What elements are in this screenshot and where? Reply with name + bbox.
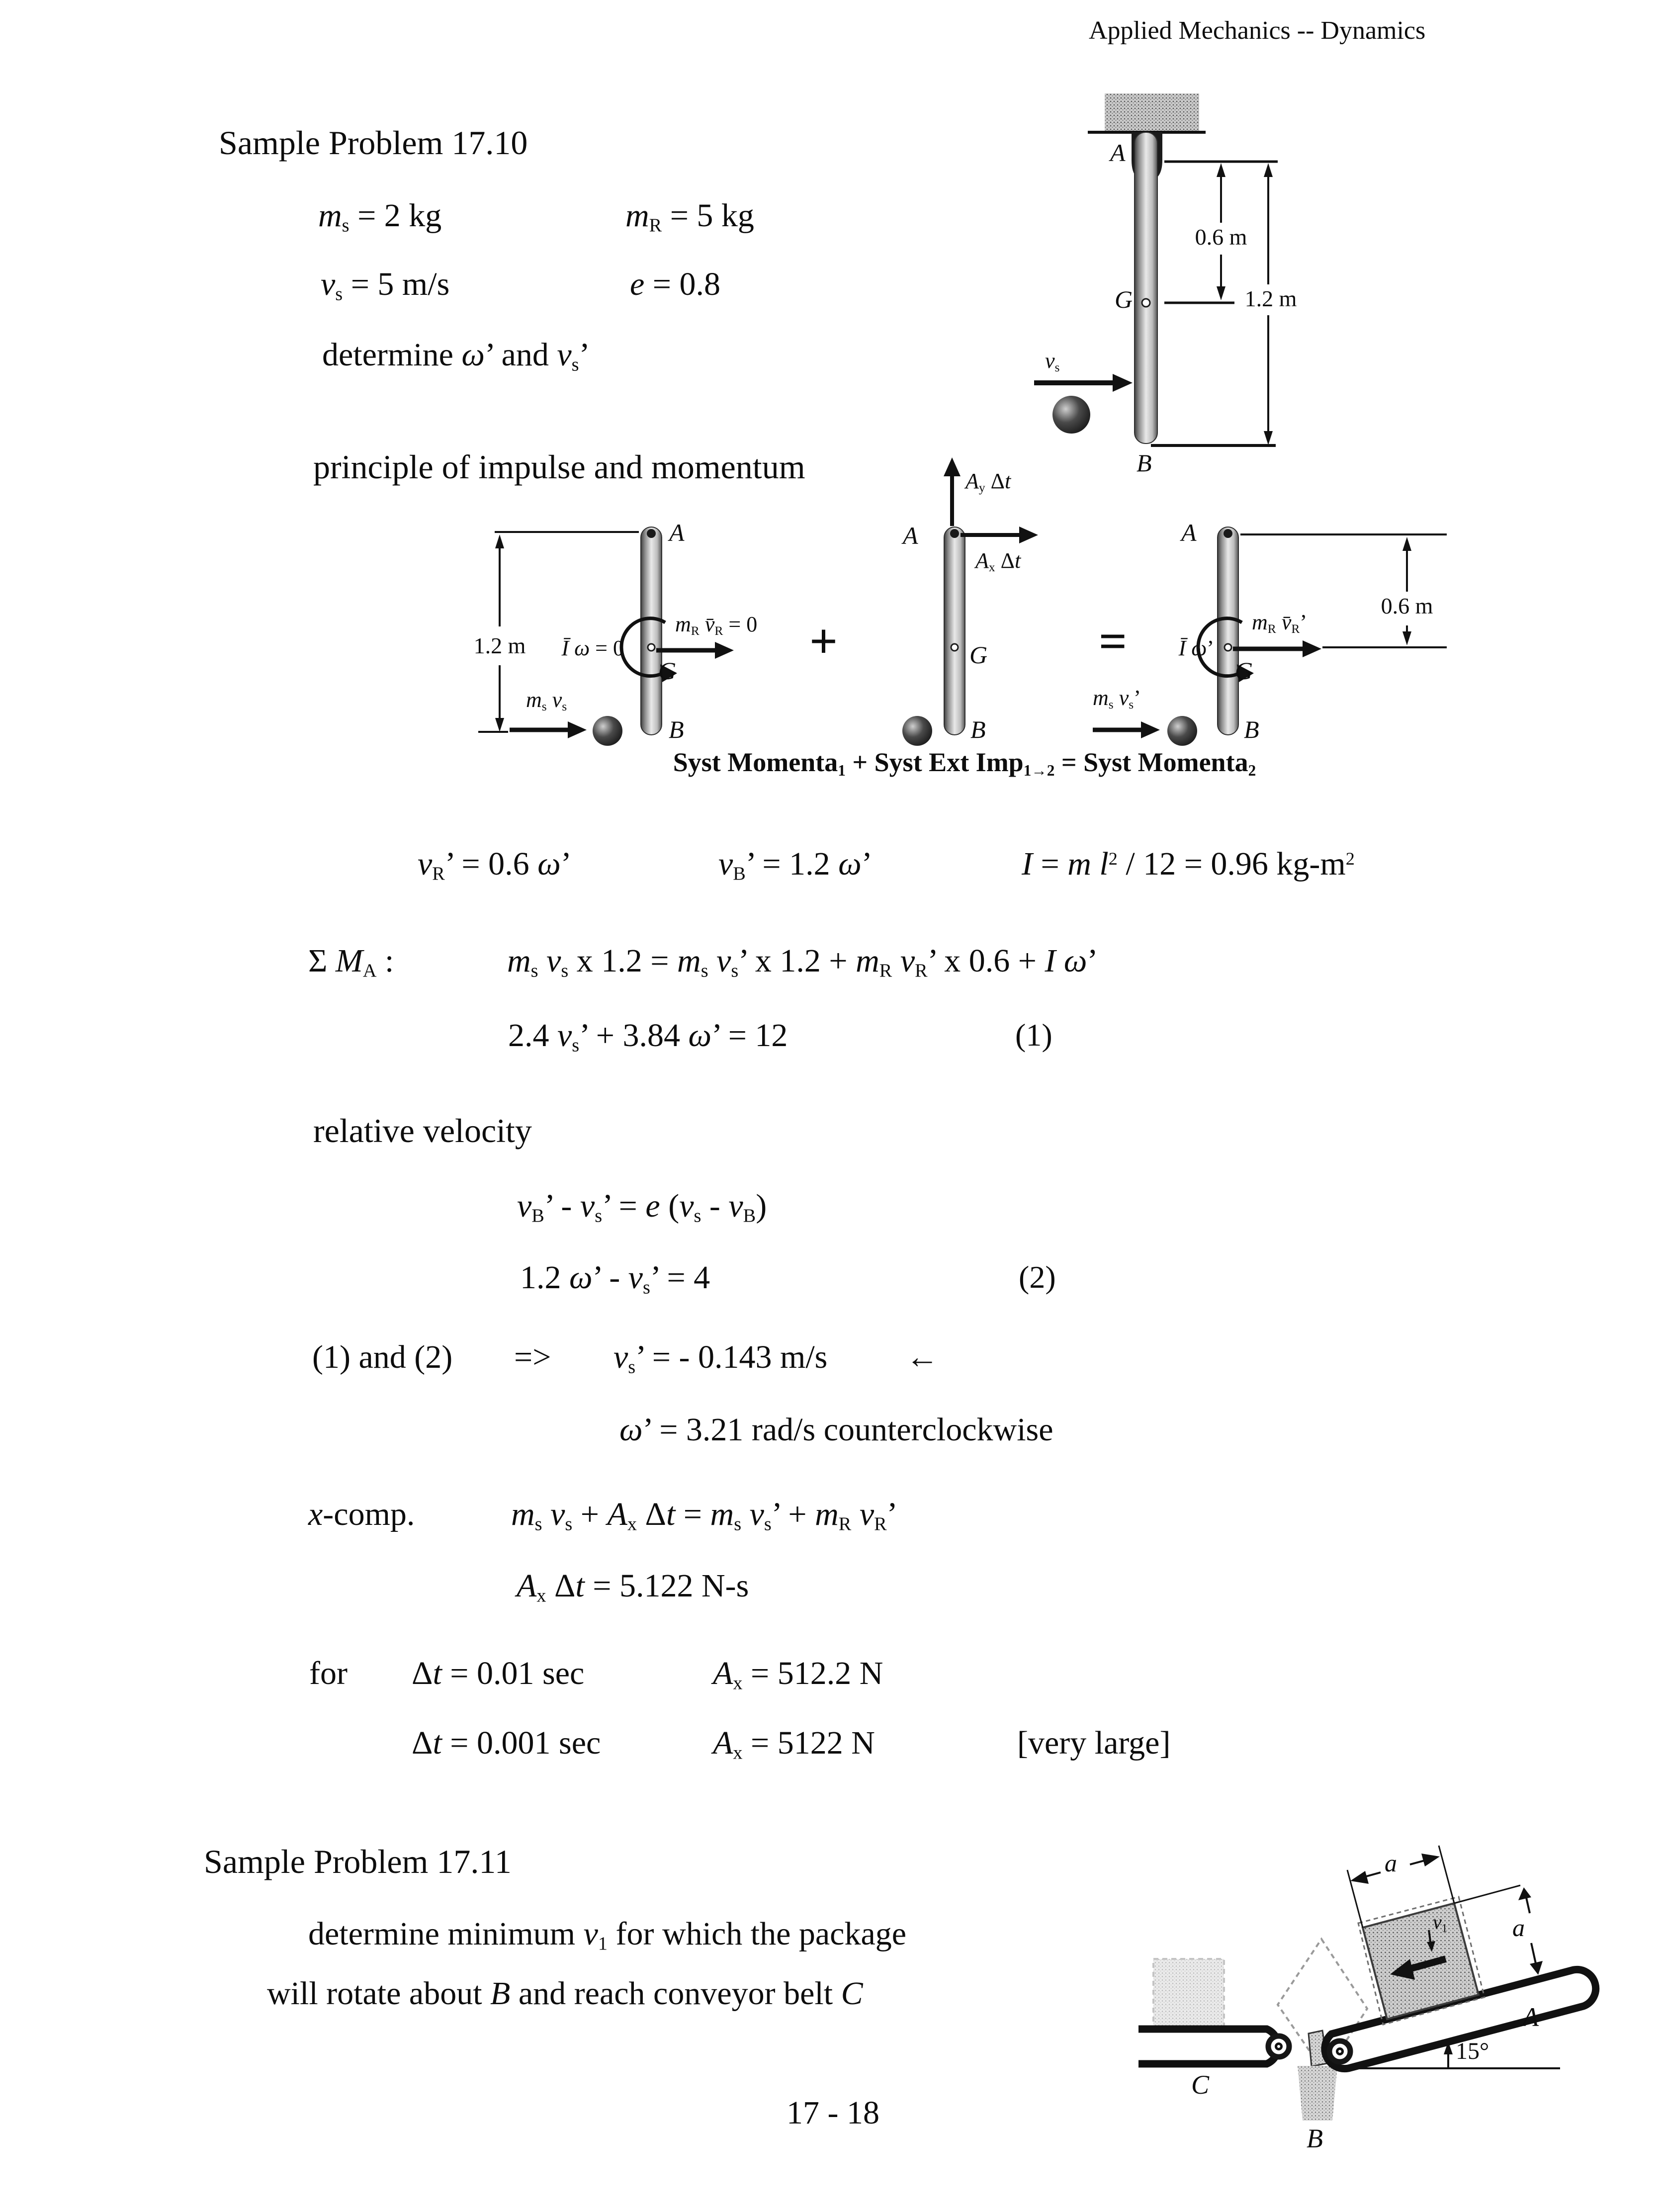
relative-velocity-heading: relative velocity xyxy=(313,1112,532,1150)
d1-label-G: G xyxy=(658,657,677,685)
d2-rod xyxy=(944,527,965,735)
d1-rod xyxy=(641,527,662,735)
dim-a-side-arrow-bottom xyxy=(1530,1961,1543,1975)
belt-C-roller-hub-hole xyxy=(1277,2045,1280,2048)
given-vs: vs = 5 m/s xyxy=(321,266,450,305)
d1-dim-label: 1.2 m xyxy=(473,633,526,658)
d1-label-A: A xyxy=(669,519,685,546)
d1-sphere xyxy=(593,716,622,746)
dim-06-arrow-up xyxy=(1217,163,1225,177)
angle-label: 15° xyxy=(1456,2038,1489,2064)
vs-arrow-head xyxy=(1113,374,1133,392)
dim-label-12m: 1.2 m xyxy=(1244,286,1297,311)
d3-G-dot xyxy=(1225,644,1231,651)
support-block-B xyxy=(1298,2066,1337,2121)
dim-a-top-arrow-left xyxy=(1350,1871,1369,1884)
given-mR: mR = 5 kg xyxy=(625,197,754,236)
momentum-diagrams-svg xyxy=(447,438,1482,796)
d2-label-G: G xyxy=(969,641,988,669)
d1-label-mRvR: mR v̄R = 0 xyxy=(675,612,758,638)
d2-pivot-dot xyxy=(950,529,959,538)
problem-17-10-title: Sample Problem 17.10 xyxy=(219,124,528,162)
d3-label-Iw: Ī ω’ xyxy=(1178,636,1214,660)
d3-label-mRvR: mR v̄R’ xyxy=(1252,610,1308,636)
sphere xyxy=(1052,396,1090,434)
eq-rel-line2: 1.2 ω’ - vs’ = 4 xyxy=(520,1259,710,1298)
figure-conveyor xyxy=(1134,1840,1662,2168)
given-ms: ms = 2 kg xyxy=(318,197,442,236)
case1-Ax: Ax = 512.2 N xyxy=(713,1655,883,1694)
eq-vB: vB’ = 1.2 ω’ xyxy=(718,846,873,885)
d1-pivot-dot xyxy=(647,529,656,538)
d3-label-A: A xyxy=(1181,519,1197,546)
case2-Ax: Ax = 5122 N xyxy=(713,1725,875,1764)
label-C-belt: C xyxy=(1191,2070,1210,2100)
d3-label-B: B xyxy=(1244,715,1259,743)
d1-label-Iw: Ī ω = 0 xyxy=(561,636,624,660)
case2-dt: Δt = 0.001 sec xyxy=(412,1725,601,1761)
combine-label: (1) and (2) xyxy=(312,1339,453,1375)
case1-dt: Δt = 0.01 sec xyxy=(412,1655,585,1691)
label-A: A xyxy=(1110,139,1126,167)
d1-dim-arrow-up xyxy=(495,534,504,548)
p17-11-statement-1: determine minimum v1 for which the package xyxy=(308,1916,907,1954)
equals-operator: = xyxy=(1099,614,1127,669)
dashed-package-on-C xyxy=(1153,1959,1224,2032)
d2-AxDt-arrow-head xyxy=(1019,527,1038,543)
implies-symbol: => xyxy=(514,1339,551,1375)
eq-inertia: I = m $l^2 / 12 = 0.96$ $kg-m^2$ xyxy=(1022,846,1355,882)
d3-dim-arrow-up xyxy=(1402,537,1411,551)
page-header: Applied Mechanics -- Dynamics xyxy=(1089,16,1426,45)
label-v1: v1 xyxy=(1433,1911,1448,1935)
objective-line: determine ω’ and vs’ xyxy=(322,337,590,375)
d3-mRvR-arrow-head xyxy=(1303,640,1321,657)
result-vs: vs’ = - 0.143 m/s xyxy=(613,1339,828,1378)
d3-pivot-dot xyxy=(1224,529,1232,538)
eq-number-1: (1) xyxy=(1015,1017,1052,1053)
dim-a-side-ext xyxy=(1454,1885,1520,1903)
dim-a-top-label: a xyxy=(1385,1849,1397,1877)
very-large-note: [very large] xyxy=(1017,1725,1171,1761)
result-vs-arrow: ← xyxy=(906,1339,939,1375)
eq-ma-line2: 2.4 vs’ + 3.84 ω’ = 12 xyxy=(508,1017,788,1056)
eq-ma-label: Σ MA : xyxy=(308,943,394,981)
method-heading: principle of impulse and momentum xyxy=(313,448,805,486)
d2-AyDt-arrow-head xyxy=(944,457,961,476)
page-number: 17 - 18 xyxy=(787,2095,879,2131)
xcomp-label: x-comp. xyxy=(308,1496,415,1532)
eq-rel-line1: vB’ - vs’ = e (vs - vB) xyxy=(517,1188,767,1227)
belt-C xyxy=(1138,2029,1278,2064)
eq-ma-line1: ms vs x 1.2 = ms vs’ x 1.2 + mR vR’ x 0.6 + I ω’ xyxy=(507,943,1098,981)
dim-a-side-arrow-top xyxy=(1518,1887,1531,1900)
momenta-equation-caption: Syst Momenta1 + Syst Ext Imp1→2 = Syst Momenta2 xyxy=(673,747,1256,779)
d1-dim-arrow-down xyxy=(495,718,504,732)
figure-impulse-momentum xyxy=(447,438,1482,796)
d3-dim-arrow-down xyxy=(1402,631,1411,645)
figure-rod-and-sphere xyxy=(1019,80,1477,497)
d1-label-msvs: ms vs xyxy=(526,688,567,714)
dim-a-top-ext-right xyxy=(1439,1846,1454,1903)
dim-12-arrow-up xyxy=(1264,163,1273,177)
dim-a-side-label: a xyxy=(1512,1914,1525,1942)
center-G-dot xyxy=(1142,299,1150,307)
d3-sphere xyxy=(1167,716,1197,746)
given-e: e = 0.8 xyxy=(630,266,721,302)
d3-msvs-arrow-head xyxy=(1141,721,1160,738)
d1-msvs-arrow-head xyxy=(568,721,587,738)
d2-G-dot xyxy=(951,644,958,651)
d2-label-AyDt: Ay Δt xyxy=(965,469,1011,495)
d2-label-AxDt: Ax Δt xyxy=(975,548,1021,575)
d2-label-A: A xyxy=(903,522,918,549)
problem-17-11-title: Sample Problem 17.11 xyxy=(204,1843,512,1880)
belt-A-roller-hub-hole xyxy=(1338,2050,1341,2053)
dim-06-arrow-down xyxy=(1217,286,1225,300)
eq-number-2: (2) xyxy=(1019,1259,1056,1295)
label-vs: vs xyxy=(1045,349,1060,375)
d3-label-G: G xyxy=(1235,657,1253,685)
label-G: G xyxy=(1115,285,1133,313)
d1-mRvR-arrow-head xyxy=(715,642,734,659)
for-label: for xyxy=(309,1655,348,1691)
p17-11-statement-2: will rotate about B and reach conveyor belt C xyxy=(267,1975,863,2012)
xcomp-line1: ms vs + Ax Δt = ms vs’ + mR vR’ xyxy=(511,1496,898,1535)
label-A-belt: A xyxy=(1522,2002,1539,2032)
d2-label-B: B xyxy=(970,715,986,743)
rod xyxy=(1135,132,1157,443)
eq-vR: vR’ = 0.6 ω’ xyxy=(418,846,572,885)
d3-label-msvs: ms vs’ xyxy=(1093,686,1141,712)
d3-rod xyxy=(1218,527,1238,735)
label-B: B xyxy=(1137,449,1152,477)
result-omega: ω’ = 3.21 rad/s counterclockwise xyxy=(619,1412,1053,1448)
d3-dim-label: 0.6 m xyxy=(1381,593,1433,619)
d2-sphere xyxy=(902,716,932,746)
d1-label-B: B xyxy=(669,715,684,743)
plus-operator: + xyxy=(809,614,838,669)
dim-a-top-arrow-right xyxy=(1421,1854,1440,1866)
d1-G-dot xyxy=(648,644,655,651)
label-B-pivot: B xyxy=(1307,2124,1323,2153)
conveyor-svg xyxy=(1134,1840,1662,2168)
dim-label-06m: 0.6 m xyxy=(1195,224,1247,250)
xcomp-line2: Ax Δt = 5.122 N-s xyxy=(517,1568,749,1606)
ceiling-hatch xyxy=(1105,93,1199,132)
